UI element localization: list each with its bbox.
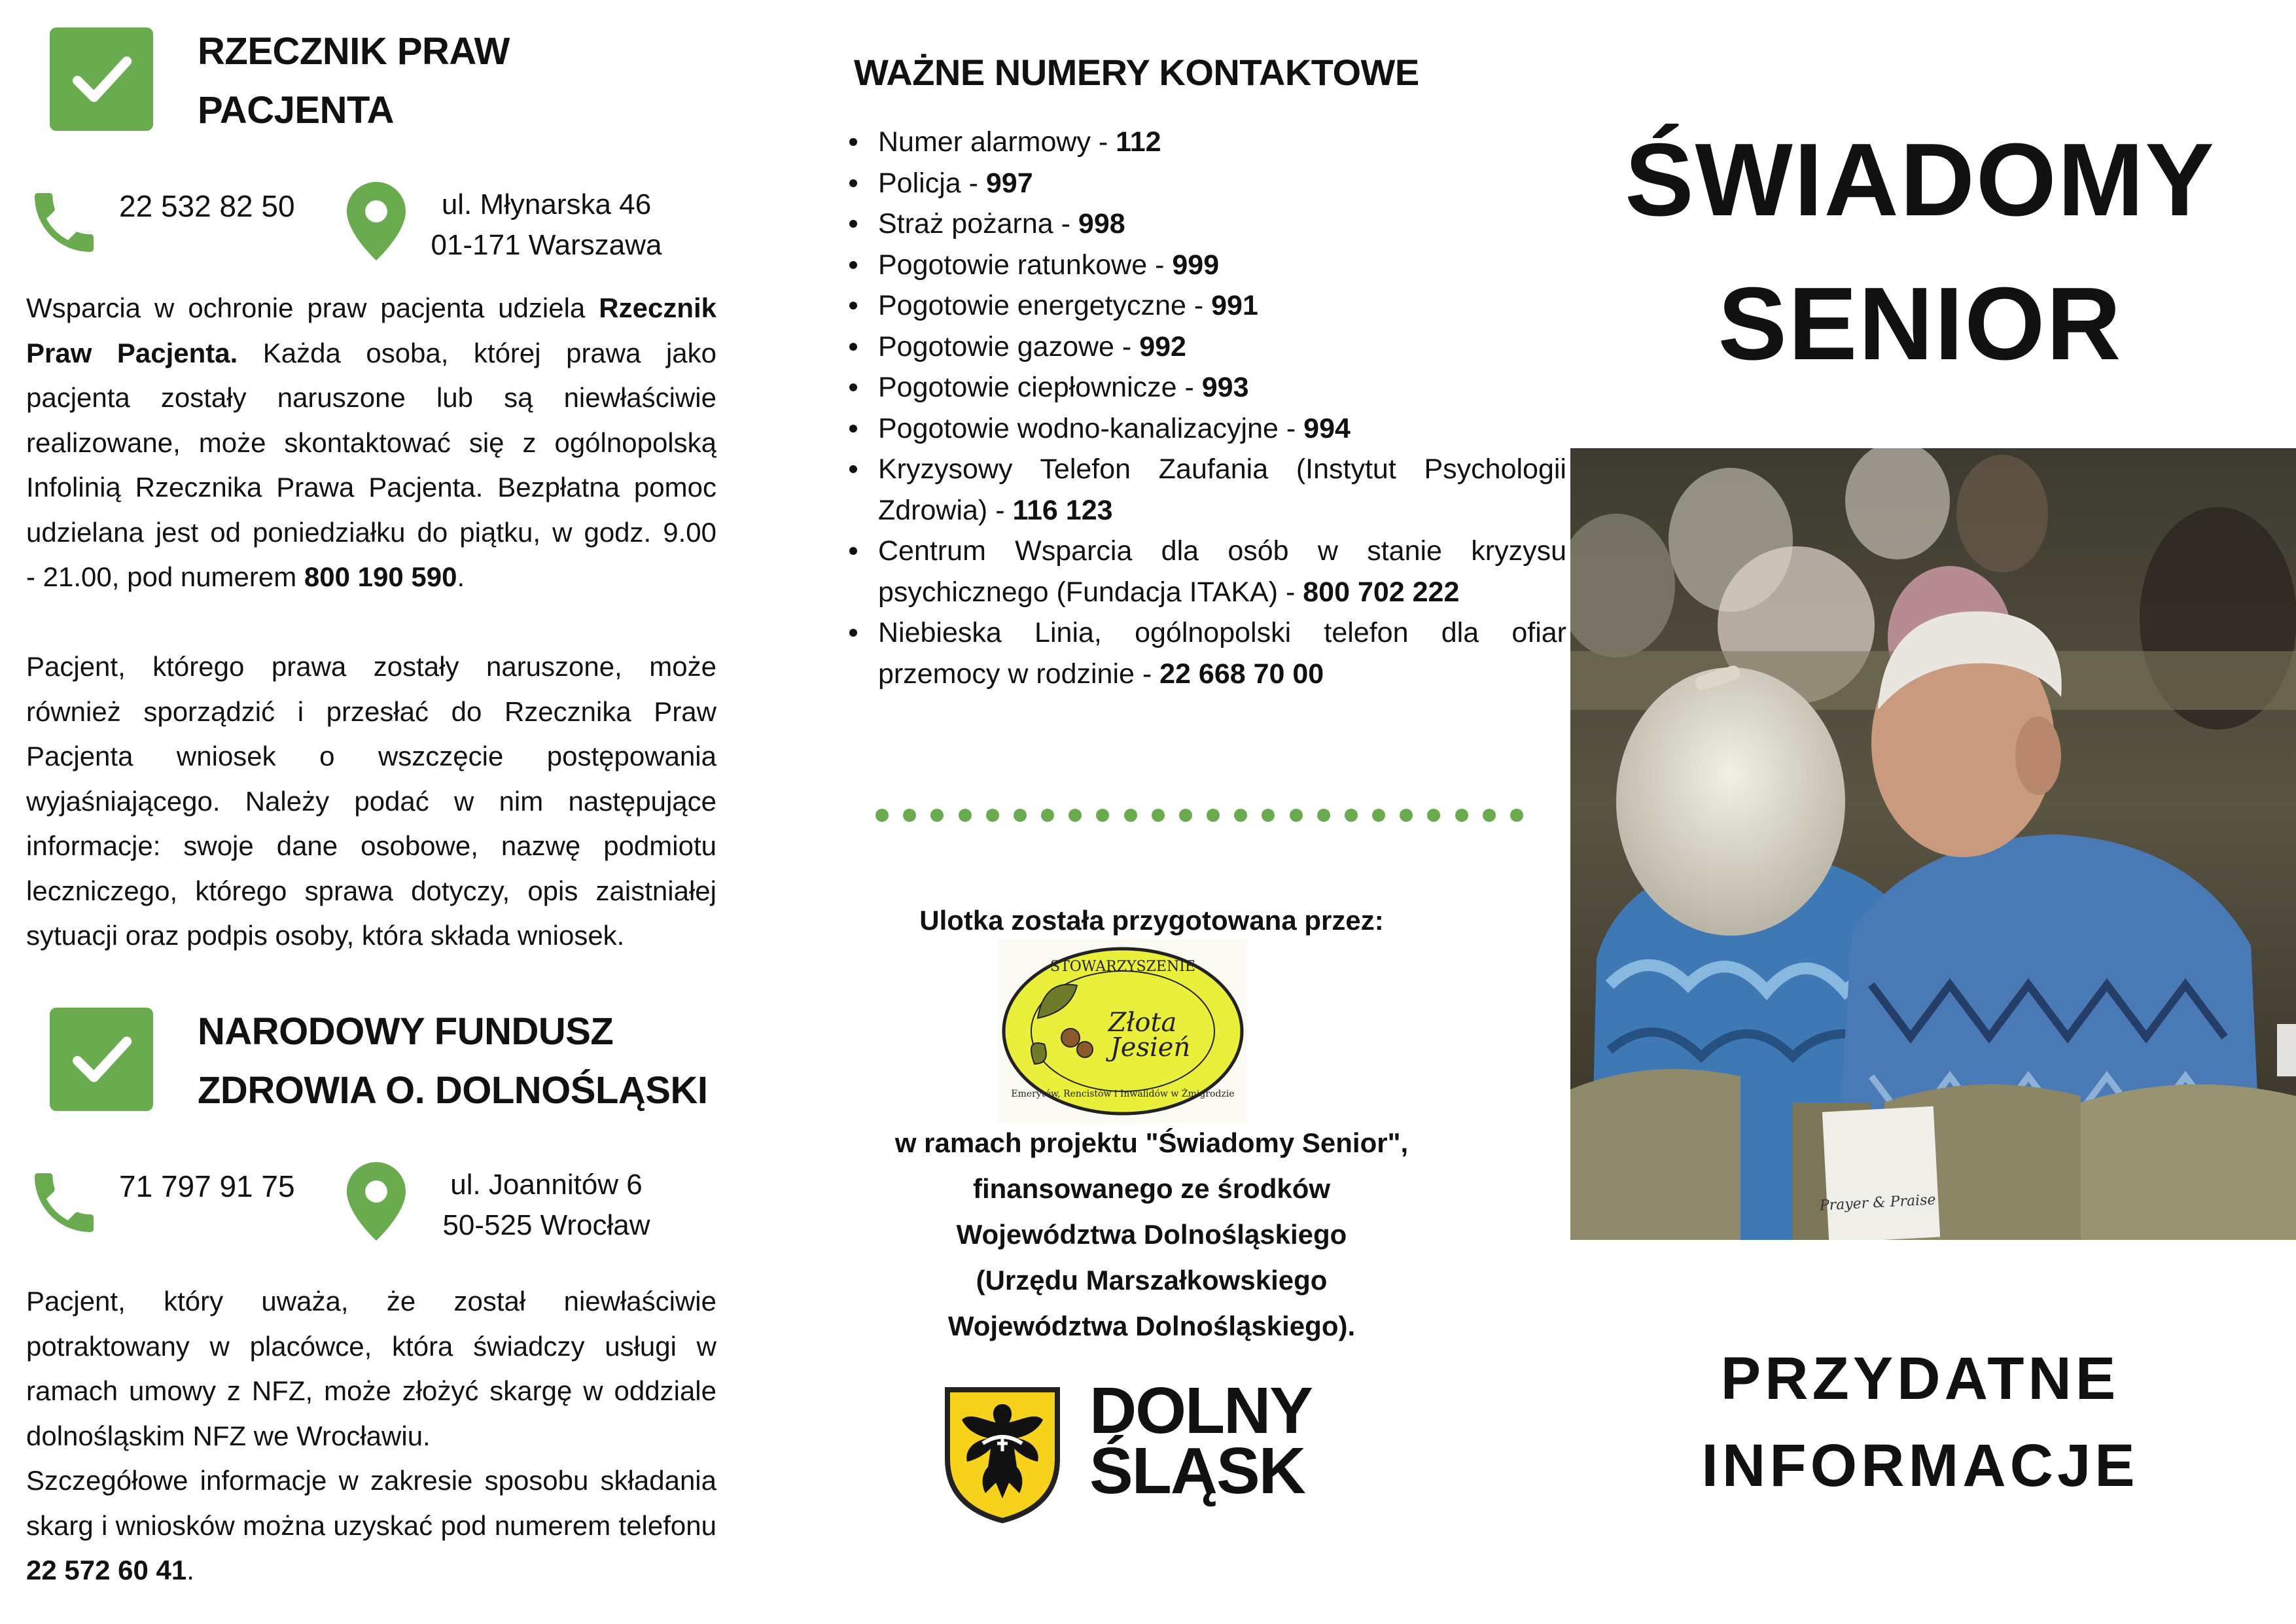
- divider-dot: [1455, 809, 1468, 822]
- contact-item: [878, 408, 1566, 450]
- phone-icon: [25, 183, 103, 262]
- project-line: Województwa Dolnośląskiego: [956, 1219, 1347, 1250]
- contact-number[interactable]: 994: [1303, 412, 1351, 444]
- divider-dot: [875, 809, 889, 822]
- paragraph-line: Praw Pacjenta. Każda osoba, której prawa jako: [26, 337, 716, 368]
- address-line: ul. Joannitów 6: [450, 1169, 643, 1201]
- subtitle-line-2: INFORMACJE: [1701, 1432, 2139, 1499]
- divider-dot: [930, 809, 944, 822]
- contact-number[interactable]: 993: [1201, 372, 1249, 403]
- logo-name-2: Jesień: [1110, 1033, 1191, 1063]
- section-title-line: NARODOWY FUNDUSZ: [198, 1010, 614, 1053]
- right-panel: [1544, 0, 2296, 1624]
- contact-label: Numer alarmowy -: [878, 126, 1116, 158]
- contact-number[interactable]: 116 123: [1012, 494, 1113, 526]
- contact-label: Pogotowie ciepłownicze -: [878, 372, 1202, 403]
- contact-item: [878, 163, 1566, 204]
- project-line: Województwa Dolnośląskiego).: [947, 1311, 1356, 1341]
- contact-label: Straż pożarna -: [878, 208, 1078, 239]
- section-title-nfz: [198, 1002, 707, 1120]
- project-line: w ramach projektu "Świadomy Senior",: [894, 1127, 1409, 1158]
- section-title-line: ZDROWIA O. DOLNOŚLĄSKI: [198, 1069, 708, 1112]
- contact-label: Pogotowie ratunkowe -: [878, 249, 1173, 281]
- contact-item: [878, 531, 1566, 612]
- paragraph-line: Wsparcia w ochronie praw pacjenta udziela Rzecznik: [26, 292, 716, 323]
- contact-item: [878, 203, 1566, 245]
- organization-logo: [998, 940, 1247, 1123]
- rzecznik-paragraph-2: Pacjent, którego prawa zostały naruszone, może również sporządzić i przesłać do Rzecznika Praw Pacjenta wniosek o wszczęcie postępowania wyjaśniającego. Należy podać w nim następujące informacje: swoje dane osobowe, nazwę podmiotu leczniczego, którego sprawa dotyczy, opis zaistniałej sytuacji oraz podpis osoby, która składa wniosek.: [26, 651, 716, 951]
- contact-number[interactable]: 22 668 70 00: [1159, 658, 1324, 690]
- contacts-list: [878, 122, 1566, 694]
- contact-number[interactable]: 800 702 222: [1303, 576, 1460, 608]
- divider-dot: [1372, 809, 1385, 822]
- paragraph-line: Infolinią Rzecznika Prawa Pacjenta. Bezpłatna pomoc: [26, 472, 716, 503]
- prepared-by-text: Ulotka została przygotowana przez:: [919, 905, 1384, 936]
- project-line: (Urzędu Marszałkowskiego: [976, 1265, 1328, 1296]
- organization-logo-graphic: [998, 940, 1247, 1123]
- contact-label: Policja -: [878, 167, 986, 199]
- region-line: ŚLĄSK: [1089, 1434, 1305, 1508]
- main-title-line-2: SENIOR: [1718, 266, 2123, 381]
- section-title-line: RZECZNIK PRAW: [198, 30, 510, 73]
- divider-dot: [1427, 809, 1440, 822]
- dotted-divider: [875, 809, 1523, 826]
- address-line: 01-171 Warszawa: [431, 229, 662, 261]
- check-icon: [50, 1008, 153, 1111]
- contact-label: Centrum Wsparcia dla osób w stanie kryzysu psychicznego (Fundacja ITAKA) -: [878, 535, 1566, 608]
- divider-dot: [1317, 809, 1330, 822]
- divider-dot: [1041, 809, 1054, 822]
- logo-name-1: Złota: [1108, 1008, 1177, 1038]
- address: [409, 1165, 684, 1246]
- address: [409, 185, 684, 266]
- contact-label: Kryzysowy Telefon Zaufania (Instytut Psychologii Zdrowia) -: [878, 453, 1566, 526]
- project-description: [766, 1120, 1538, 1349]
- check-icon: [50, 27, 153, 131]
- section-title-rzecznik: [198, 22, 510, 140]
- contact-item: [878, 367, 1566, 408]
- divider-dot: [1152, 809, 1165, 822]
- contact-number[interactable]: 992: [1139, 330, 1186, 362]
- location-pin-icon: [347, 1162, 406, 1241]
- divider-dot: [986, 809, 999, 822]
- divider-dot: [1179, 809, 1192, 822]
- nfz-paragraph-2: Szczegółowe informacje w zakresie sposobu składania skarg i wniosków można uzyskać pod numerem telefonu 22 572 60 41.: [26, 1465, 716, 1585]
- phone-icon: [25, 1163, 103, 1242]
- contact-label: Pogotowie wodno-kanalizacyjne -: [878, 412, 1304, 444]
- region-name: [1089, 1374, 1312, 1508]
- main-title-line-1: ŚWIADOMY: [1625, 122, 2216, 238]
- left-panel: [0, 0, 739, 1624]
- section-title-line: PACJENTA: [198, 89, 394, 132]
- coat-of-arms-icon: [944, 1386, 1061, 1525]
- divider-dot: [1124, 809, 1137, 822]
- contact-label: Pogotowie gazowe -: [878, 330, 1140, 362]
- logo-top-text: STOWARZYSZENIE: [1050, 959, 1195, 975]
- divider-dot: [1345, 809, 1358, 822]
- address-line: 50-525 Wrocław: [442, 1209, 650, 1241]
- contact-number[interactable]: 998: [1078, 208, 1125, 239]
- address-line: ul. Młynarska 46: [441, 188, 652, 221]
- seniors-photo-graphic: [1570, 448, 2296, 1240]
- logo-bottom-text: Emerytów, Rencistów i Inwalidów w Żmigrodzie: [1011, 1089, 1235, 1099]
- nfz-paragraph-1: Pacjent, który uważa, że został niewłaściwie potraktowany w placówce, która świadczy usługi w ramach umowy z NFZ, może złożyć skargę w oddziale dolnośląskim NFZ we Wrocławiu.: [26, 1286, 716, 1451]
- divider-dot: [1510, 809, 1523, 822]
- contact-item: [878, 612, 1566, 694]
- divider-dot: [1400, 809, 1413, 822]
- divider-dot: [1014, 809, 1027, 822]
- contact-item: [878, 122, 1566, 163]
- phone-number[interactable]: 71 797 91 75: [119, 1169, 295, 1203]
- contact-number[interactable]: 991: [1211, 290, 1258, 321]
- paragraph-line: - 21.00, pod numerem 800 190 590.: [26, 561, 465, 592]
- middle-panel: [766, 0, 1566, 1624]
- contact-label: Niebieska Linia, ogólnopolski telefon dla ofiar przemocy w rodzinie -: [878, 617, 1566, 690]
- contact-item: [878, 327, 1566, 368]
- nfz-phone-number[interactable]: 22 572 60 41: [26, 1555, 187, 1585]
- contact-item: [878, 245, 1566, 286]
- seniors-photo: [1570, 448, 2296, 1240]
- region-line: DOLNY: [1089, 1374, 1312, 1447]
- paragraph-line: pacjenta zostały naruszone lub są niewłaściwie: [26, 382, 716, 413]
- contact-item: [878, 285, 1566, 327]
- divider-dot: [1483, 809, 1496, 822]
- divider-dot: [1207, 809, 1220, 822]
- divider-dot: [903, 809, 916, 822]
- divider-dot: [1069, 809, 1082, 822]
- contacts-title: WAŻNE NUMERY KONTAKTOWE: [854, 52, 1419, 93]
- paragraph-line: udzielana jest od poniedziałku do piątku, w godz. 9.00: [26, 516, 716, 548]
- divider-dot: [1234, 809, 1247, 822]
- phone-number[interactable]: 22 532 82 50: [119, 189, 295, 223]
- contact-item: [878, 449, 1566, 531]
- contact-number[interactable]: 112: [1116, 126, 1161, 158]
- contact-label: Pogotowie energetyczne -: [878, 290, 1212, 321]
- subtitle-line-1: PRZYDATNE: [1720, 1345, 2120, 1412]
- divider-dot: [1096, 809, 1109, 822]
- rzecznik-paragraph-1: [26, 286, 716, 600]
- contact-number[interactable]: 999: [1172, 249, 1220, 281]
- contact-number[interactable]: 997: [985, 167, 1033, 199]
- paragraph-line: realizowane, może skontaktować się z ogólnopolską: [26, 427, 716, 458]
- project-line: finansowanego ze środków: [972, 1173, 1331, 1204]
- divider-dot: [1290, 809, 1303, 822]
- location-pin-icon: [347, 182, 406, 260]
- photo-program-text: Prayer & Praise: [1819, 1192, 1937, 1214]
- divider-dot: [959, 809, 972, 822]
- divider-dot: [1262, 809, 1275, 822]
- infolinia-number[interactable]: 800 190 590: [304, 561, 457, 592]
